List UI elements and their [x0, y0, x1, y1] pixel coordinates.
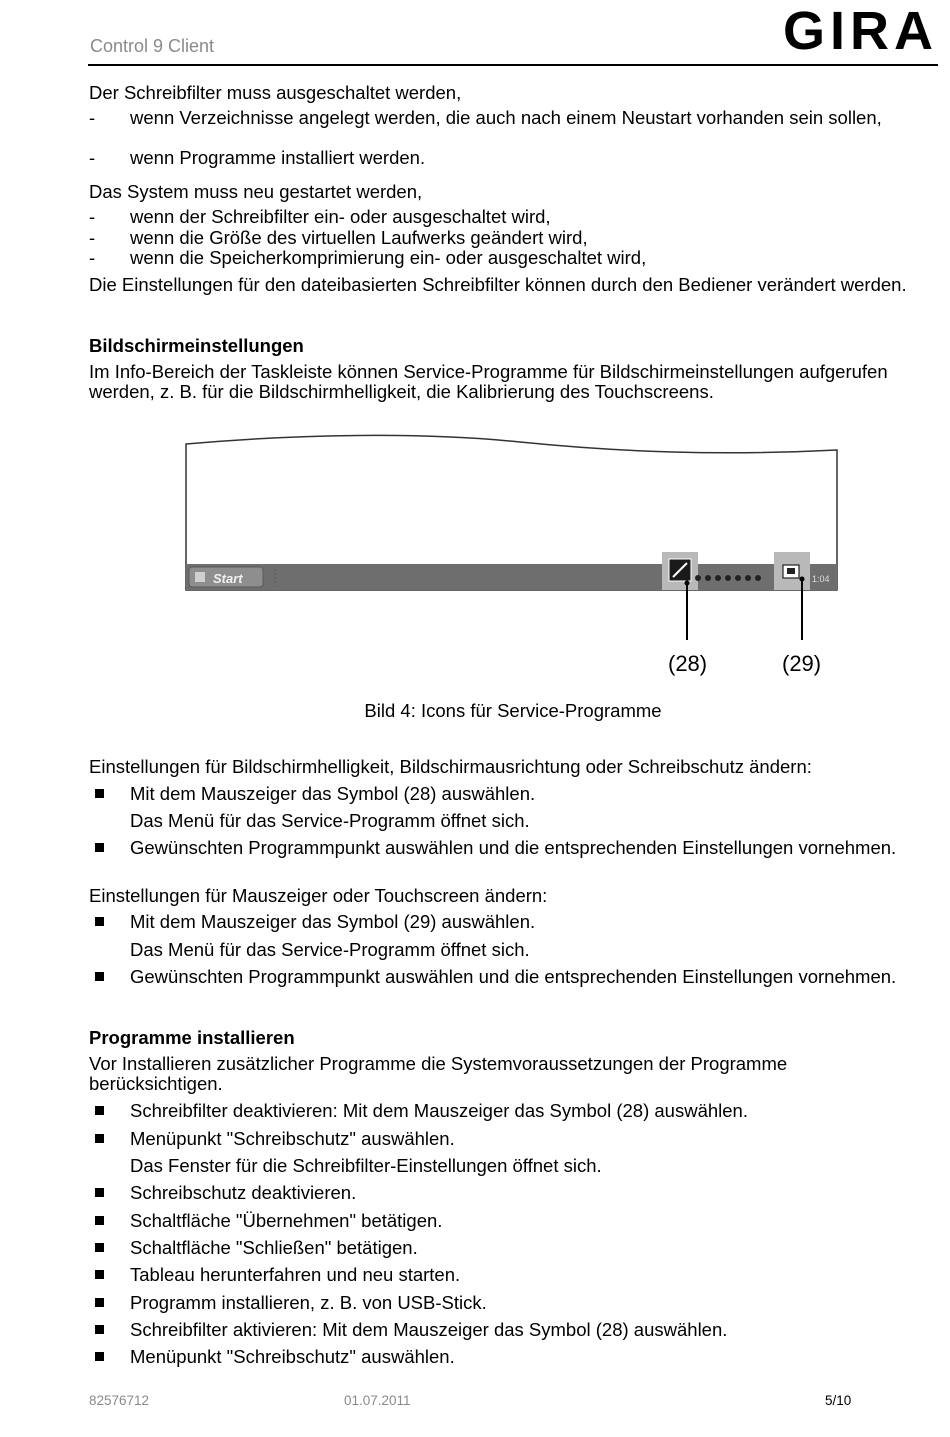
clock-label: 1:04 — [812, 574, 830, 584]
bullet-square-icon — [95, 1243, 104, 1252]
list-item-text: Programm installieren, z. B. von USB-Stick. — [130, 1292, 487, 1313]
bullet-square-icon — [95, 1216, 104, 1225]
dash-marker: - — [89, 206, 96, 227]
footer-doc-number: 82576712 — [89, 1393, 150, 1408]
section-heading-bildschirm: Bildschirmeinstellungen — [89, 335, 304, 356]
bullet-square-icon — [95, 917, 104, 926]
callout-28: (28) — [668, 651, 708, 676]
instructions-intro-1: Einstellungen für Bildschirmhelligkeit, Bildschirmausrichtung oder Schreibschutz ändern: — [89, 756, 812, 777]
footer-date: 01.07.2011 — [344, 1393, 411, 1408]
list-item-text: Schreibfilter deaktivieren: Mit dem Mauszeiger das Symbol (28) auswählen. — [130, 1100, 748, 1121]
list-item-text: Mit dem Mauszeiger das Symbol (28) auswählen. — [130, 783, 536, 804]
section1-text: Im Info-Bereich der Taskleiste können Service-Programme für Bildschirmeinstellungen aufgerufen werden, z. B. für die Bildschirmhelligkeit, die Kalibrierung des Touchscreens. — [89, 361, 888, 402]
bullet-square-icon — [95, 1188, 104, 1197]
section2-text: Vor Installieren zusätzlicher Programme die Systemvoraussetzungen der Programme berücksichtigen. — [89, 1053, 788, 1094]
list-item-text: Schreibschutz deaktivieren. — [130, 1182, 357, 1203]
bullet-square-icon — [95, 1270, 104, 1279]
taskbar-figure — [180, 430, 850, 685]
bullet-square-icon — [95, 1106, 104, 1115]
intro-paragraph-1: Der Schreibfilter muss ausgeschaltet werden, — [89, 82, 462, 103]
list-item-text: Schreibfilter aktivieren: Mit dem Mauszeiger das Symbol (28) auswählen. — [130, 1319, 728, 1340]
bullet-square-icon — [95, 972, 104, 981]
bullet-square-icon — [95, 1134, 104, 1143]
instructions-intro-2: Einstellungen für Mauszeiger oder Touchscreen ändern: — [89, 885, 548, 906]
list-item-text: wenn die Speicherkomprimierung ein- oder ausgeschaltet wird, — [130, 247, 647, 268]
dash-marker: - — [89, 227, 96, 248]
start-label: Start — [213, 571, 243, 586]
list-item-text: wenn die Größe des virtuellen Laufwerks geändert wird, — [130, 227, 588, 248]
bullet-square-icon — [95, 789, 104, 798]
bullet-square-icon — [95, 1298, 104, 1307]
footer-page-number: 5/10 — [825, 1393, 852, 1408]
windows-flag-icon — [195, 572, 205, 582]
list-item-text: wenn Programme installiert werden. — [130, 147, 426, 168]
header-divider — [88, 64, 938, 66]
bullet-square-icon — [95, 843, 104, 852]
bullet-square-icon — [95, 1325, 104, 1334]
dash-marker: - — [89, 147, 96, 168]
list-item-text: wenn der Schreibfilter ein- oder ausgeschaltet wird, — [130, 206, 551, 227]
callout-29: (29) — [782, 651, 822, 676]
result-note: Das Fenster für die Schreibfilter-Einstellungen öffnet sich. — [130, 1155, 602, 1176]
list-item-text: Menüpunkt "Schreibschutz" auswählen. — [130, 1346, 455, 1367]
bullet-square-icon — [95, 1352, 104, 1361]
result-note: Das Menü für das Service-Programm öffnet sich. — [130, 810, 530, 831]
figure-caption: Bild 4: Icons für Service-Programme — [364, 700, 662, 721]
intro-paragraph-2: Das System muss neu gestartet werden, — [89, 181, 423, 202]
list-item-text: Mit dem Mauszeiger das Symbol (29) auswählen. — [130, 911, 536, 932]
list-item-text: wenn Verzeichnisse angelegt werden, die auch nach einem Neustart vorhanden sein sollen, — [130, 107, 882, 128]
list-item-text: Menüpunkt "Schreibschutz" auswählen. — [130, 1128, 455, 1149]
gira-logo: GIRA — [783, 1, 938, 61]
dash-marker: - — [89, 247, 96, 268]
section-heading-programme: Programme installieren — [89, 1027, 295, 1048]
list-item-text: Schaltfläche "Schließen" betätigen. — [130, 1237, 418, 1258]
header-title: Control 9 Client — [90, 36, 215, 56]
list-item-text: Gewünschten Programmpunkt auswählen und die entsprechenden Einstellungen vornehmen. — [130, 837, 897, 858]
dash-marker: - — [89, 107, 96, 128]
list-item-text: Gewünschten Programmpunkt auswählen und die entsprechenden Einstellungen vornehmen. — [130, 966, 897, 987]
intro-paragraph-3: Die Einstellungen für den dateibasierten Schreibfilter können durch den Bediener verändert werden. — [89, 274, 907, 295]
list-item-text: Tableau herunterfahren und neu starten. — [130, 1264, 461, 1285]
result-note: Das Menü für das Service-Programm öffnet sich. — [130, 939, 530, 960]
list-item-text: Schaltfläche "Übernehmen" betätigen. — [130, 1210, 443, 1231]
